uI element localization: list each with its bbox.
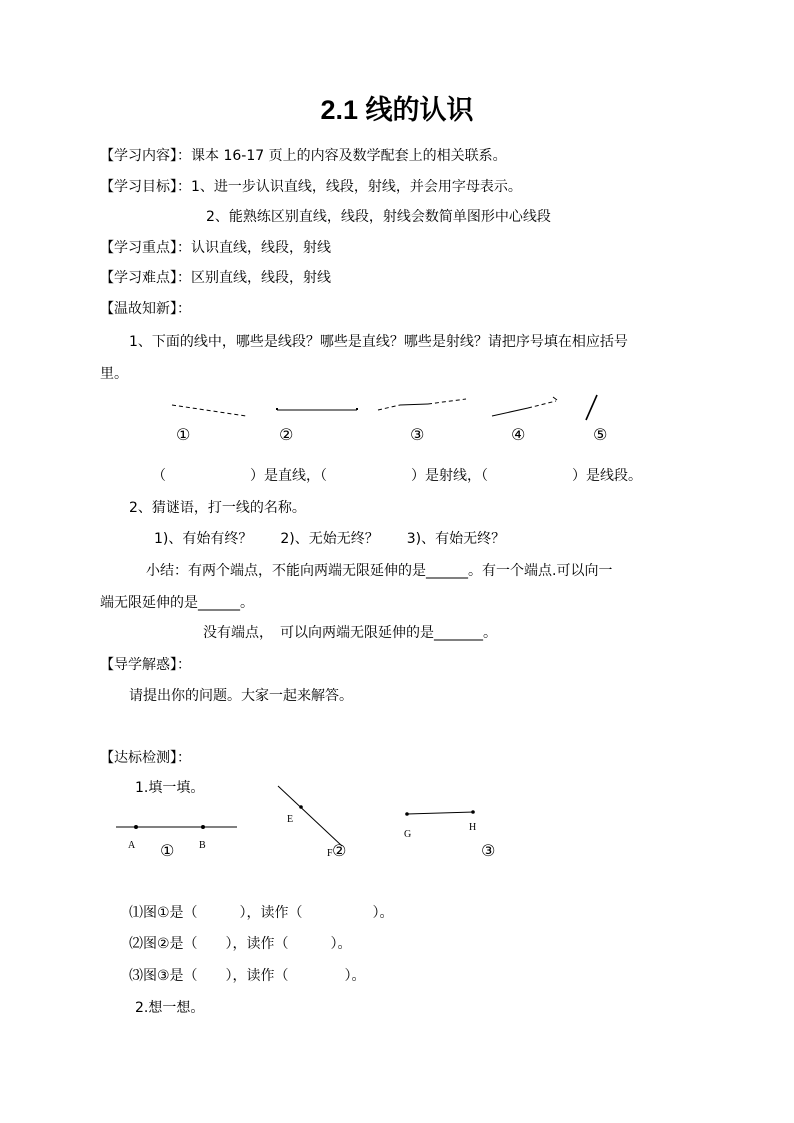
- summary-line-3: 没有端点， 可以向两端无限延伸的是_______。: [203, 625, 497, 641]
- page-title: 2.1 线的认识: [320, 95, 474, 125]
- review-heading: 【温故知新】：: [100, 301, 191, 317]
- figure-gh-line: [407, 812, 474, 814]
- question-1-line-2: 里。: [100, 366, 128, 382]
- riddles: 1)、有始有终？ 2)、无始无终？ 3)、有始无终？: [154, 531, 506, 547]
- guide-heading: 【导学解惑】：: [100, 657, 191, 673]
- line-figure-3-right: [428, 399, 466, 404]
- point-a: [134, 825, 138, 829]
- line-figure-4-dashed: [528, 401, 556, 408]
- label-f: F: [327, 848, 333, 859]
- figure2-mark-1: ①: [160, 841, 175, 860]
- fill-question-1: ⑴图①是（ ），读作（ ）。: [129, 905, 394, 921]
- line-figure-5: [586, 395, 597, 420]
- label-e: E: [287, 814, 294, 825]
- figure2-mark-2: ②: [332, 841, 347, 860]
- question-2: 2、猜谜语，打一线的名称。: [129, 500, 306, 516]
- question-1-answer: （ ）是直线，（ ）是射线，（ ）是线段。: [152, 468, 642, 484]
- label-b: B: [199, 840, 206, 851]
- learning-goal-2: 2、能熟练区别直线，线段，射线会数简单图形中心线段: [206, 209, 551, 225]
- learning-difficulty: 【学习难点】：区别直线，线段，射线: [100, 270, 331, 286]
- line-figure-4: [492, 408, 528, 416]
- learning-goal-1: 【学习目标】：1、进一步认识直线，线段，射线，并会用字母表示。: [100, 179, 522, 195]
- line-figure-3-left: [378, 405, 400, 410]
- line-figure-1: [172, 405, 246, 416]
- question-1-line-1: 1、下面的线中，哪些是线段？哪些是直线？哪些是射线？请把序号填在相应括号: [129, 334, 628, 350]
- point-e: [299, 805, 303, 809]
- guide-text: 请提出你的问题。大家一起来解答。: [129, 688, 353, 704]
- summary-line-2: 端无限延伸的是______。: [100, 595, 254, 611]
- summary-line-1: 小结：有两个端点，不能向两端无限延伸的是______。有一个端点.可以向一: [146, 563, 613, 579]
- line-figure-4-tip: [553, 397, 557, 400]
- label-a: A: [128, 840, 136, 851]
- figure-mark-4: ④: [511, 425, 526, 444]
- learning-key-point: 【学习重点】：认识直线，线段，射线: [100, 240, 331, 256]
- figure-mark-5: ⑤: [593, 425, 608, 444]
- learning-content: 【学习内容】：课本 16-17 页上的内容及数学配套上的相关联系。: [100, 148, 507, 164]
- label-h: H: [469, 822, 477, 833]
- figure-mark-1: ①: [176, 425, 191, 444]
- point-h: [471, 810, 475, 814]
- fill-title: 1.填一填。: [135, 780, 205, 796]
- line-figure-3-mid: [400, 404, 428, 405]
- figure-mark-3: ③: [410, 425, 425, 444]
- test-heading: 【达标检测】：: [100, 750, 191, 766]
- figure2-mark-3: ③: [481, 841, 496, 860]
- fill-question-3: ⑶图③是（ ），读作（ ）。: [129, 968, 366, 984]
- fill-question-2: ⑵图②是（ ），读作（ ）。: [129, 936, 352, 952]
- point-g: [405, 812, 409, 816]
- figure-mark-2: ②: [279, 425, 294, 444]
- point-b: [201, 825, 205, 829]
- think-title: 2.想一想。: [135, 1000, 205, 1016]
- label-g: G: [404, 829, 412, 840]
